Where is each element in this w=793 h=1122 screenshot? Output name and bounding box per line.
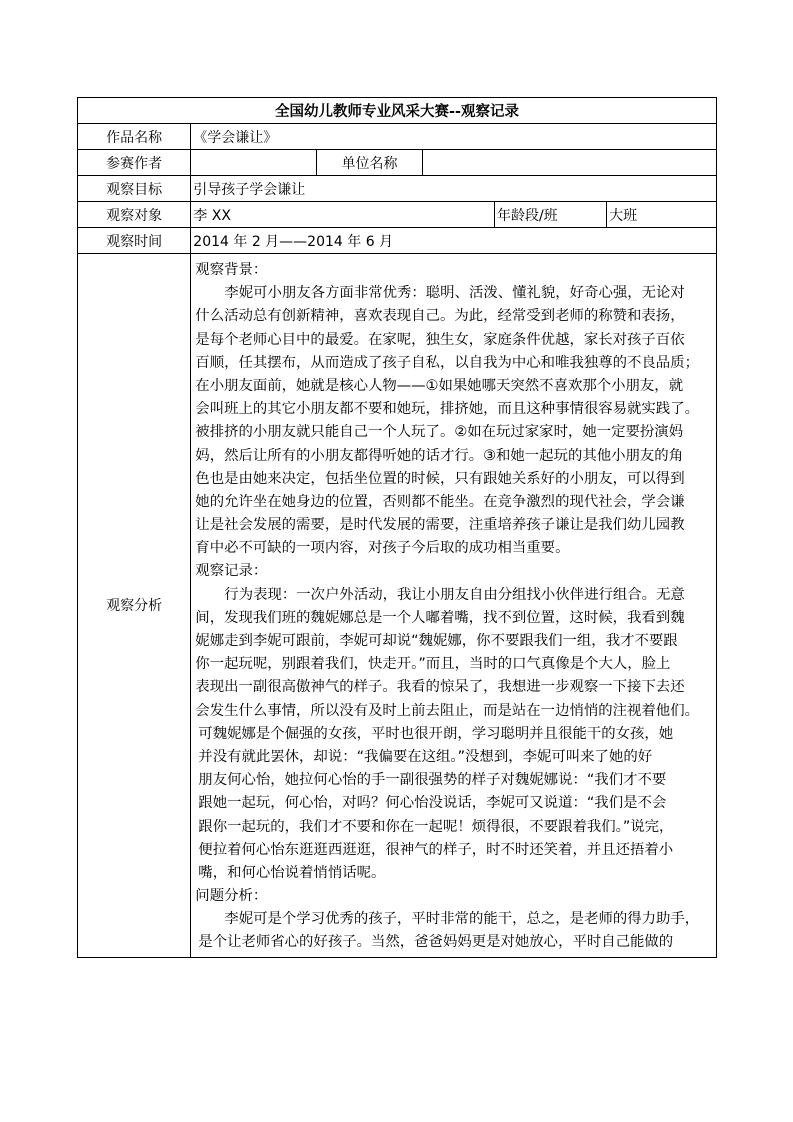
paragraph-line: 间，发现我们班的魏妮娜总是一个人嘟着嘴，找不到位置，这时候，我看到魏 — [195, 609, 685, 626]
author-label: 参赛作者 — [78, 150, 191, 176]
time-label: 观察时间 — [78, 228, 191, 254]
paragraph-line: 是每个老师心目中的最爱。在家呢，独生女，家庭条件优越，家长对孩子百依 — [195, 331, 685, 348]
object-label: 观察对象 — [78, 202, 191, 228]
goal-value: 引导孩子学会谦让 — [191, 176, 717, 202]
paragraph-line: 你一起玩呢，别跟着我们，快走开。”而且，当时的口气真像是个大人，脸上 — [195, 656, 671, 673]
problem-heading: 问题分析： — [195, 888, 268, 905]
paragraph-line: 妮娜走到李妮可跟前，李妮可却说“魏妮娜，你不要跟我们一组，我才不要跟 — [195, 633, 678, 649]
goal-label: 观察目标 — [78, 176, 191, 202]
paragraph-line: 她的允许坐在她身边的位置，否则都不能坐。在竞争激烈的现代社会，学会谦 — [195, 493, 685, 510]
paragraph-line: 表现出一副很高傲神气的样子。我看的惊呆了，我想进一步观察一下接下去还 — [195, 679, 685, 696]
time-value: 2014 年 2 月——2014 年 6 月 — [191, 228, 717, 254]
paragraph-line: 行为表现：一次户外活动，我让小朋友自由分组找小伙伴进行组合。无意 — [224, 586, 685, 603]
paragraph-line: 李妮可小朋友各方面非常优秀：聪明、活泼、懂礼貌，好奇心强，无论对 — [224, 285, 685, 302]
paragraph-line: 色也是由她来决定，包括坐位置的时候，只有跟她关系好的小朋友，可以得到 — [195, 470, 685, 487]
paragraph-line: 妈，然后让所有的小朋友都得听她的话才行。③和她一起玩的其他小朋友的角 — [195, 447, 684, 464]
paragraph-line: 可魏妮娜是个倔强的女孩，平时也很开朗，学习聪明并且很能干的女孩，她 — [198, 725, 674, 742]
age-value: 大班 — [607, 202, 717, 228]
work-name-value: 《学会谦让》 — [191, 124, 717, 150]
paragraph-line: 什么活动总有创新精神，喜欢表现自己。为此，经常受到老师的称赞和表扬， — [195, 308, 685, 325]
object-value: 李 XX — [191, 202, 495, 228]
observation-record-table — [77, 97, 717, 958]
work-name-label: 作品名称 — [78, 124, 191, 150]
unit-label: 单位名称 — [317, 150, 422, 176]
paragraph-line: 跟她一起玩，何心怡，对吗？何心怡没说话，李妮可又说道：“我们是不会 — [198, 795, 667, 812]
background-heading: 观察背景： — [195, 262, 268, 278]
age-label: 年龄段/班 — [494, 202, 606, 228]
analysis-content — [191, 254, 717, 958]
page-title: 全国幼儿教师专业风采大赛--观察记录 — [78, 98, 717, 124]
paragraph-line: 育中必不可缺的一项内容，对孩子今后取的成功相当重要。 — [195, 540, 570, 557]
record-heading: 观察记录： — [195, 563, 268, 580]
paragraph-line: 朋友何心怡，她拉何心怡的手一副很强势的样子对魏妮娜说：“我们才不要 — [198, 772, 667, 789]
paragraph-line: 被排挤的小朋友就只能自己一个人玩了。②如在玩过家家时，她一定要扮演妈 — [195, 424, 684, 441]
paragraph-line: 会叫班上的其它小朋友都不要和她玩，排挤她，而且这种事情很容易就实践了。 — [195, 401, 699, 418]
paragraph-line: 跟你一起玩的，我们才不要和你在一起呢！烦得很，不要跟着我们。”说完， — [198, 818, 674, 835]
paragraph-line: 让是社会发展的需要，是时代发展的需要，注重培养孩子谦让是我们幼儿园教 — [195, 517, 685, 534]
paragraph-line: 百顺，任其摆布，从而造成了孩子自私，以自我为中心和唯我独尊的不良品质； — [195, 354, 699, 371]
paragraph-line: 是个让老师省心的好孩子。当然，爸爸妈妈更是对她放心，平时自己能做的 — [198, 934, 674, 951]
author-value — [191, 150, 317, 176]
paragraph-line: 嘴，和何心怡说着悄悄话呢。 — [198, 864, 386, 881]
paragraph-line: 便拉着何心怡东逛逛西逛逛，很神气的样子，时不时还笑着，并且还捂着小 — [198, 841, 674, 858]
unit-value — [422, 150, 716, 176]
paragraph-line: 李妮可是个学习优秀的孩子，平时非常的能干，总之，是老师的得力助手， — [224, 911, 700, 928]
paragraph-line: 在小朋友面前，她就是核心人物——①如果她哪天突然不喜欢那个小朋友，就 — [195, 377, 684, 394]
paragraph-line: 会发生什么事情，所以没有及时上前去阻止，而是站在一边悄悄的注视着他们。 — [195, 702, 699, 719]
analysis-label: 观察分析 — [78, 254, 191, 958]
paragraph-line: 并没有就此罢休，却说：“我偏要在这组。”没想到，李妮可叫来了她的好 — [198, 748, 653, 765]
